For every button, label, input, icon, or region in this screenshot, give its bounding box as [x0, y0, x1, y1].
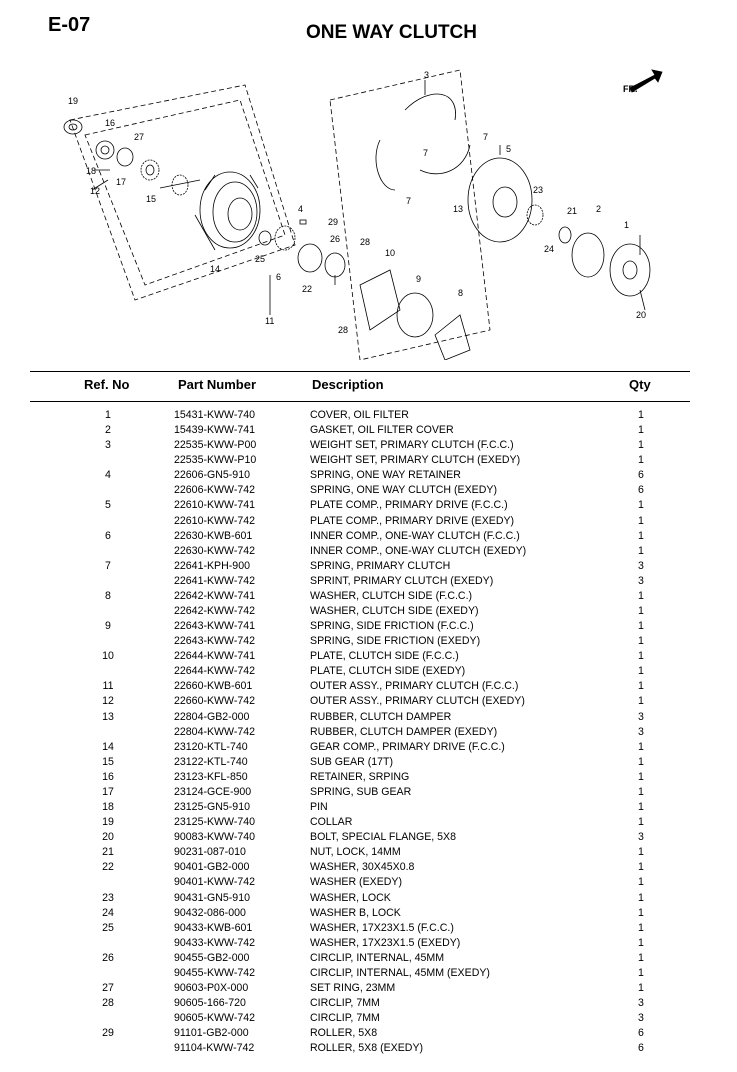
description-cell: SPRING, ONE WAY CLUTCH (EXEDY) — [310, 484, 497, 497]
part-number-cell: 90401-GB2-000 — [174, 861, 250, 874]
ref-cell: 9 — [105, 620, 111, 633]
description-cell: GASKET, OIL FILTER COVER — [310, 424, 454, 437]
description-cell: OUTER ASSY., PRIMARY CLUTCH (F.C.C.) — [310, 680, 519, 693]
part-number-cell: 22644-KWW-741 — [174, 650, 256, 663]
ref-cell: 3 — [105, 439, 111, 452]
qty-cell: 6 — [638, 1042, 644, 1055]
part-number-cell: 22535-KWW-P00 — [174, 439, 257, 452]
description-cell: WEIGHT SET, PRIMARY CLUTCH (F.C.C.) — [310, 439, 514, 452]
description-cell: ROLLER, 5X8 — [310, 1027, 378, 1040]
qty-cell: 1 — [638, 801, 644, 814]
qty-cell: 1 — [638, 755, 644, 768]
table-row — [0, 755, 737, 770]
callout-25: 25 — [255, 254, 266, 264]
table-row — [0, 770, 737, 785]
qty-cell: 1 — [638, 635, 644, 648]
table-row — [0, 710, 737, 725]
callout-18: 18 — [86, 166, 97, 176]
description-cell: WASHER B, LOCK — [310, 906, 401, 919]
qty-cell: 1 — [638, 605, 644, 618]
table-row — [0, 664, 737, 679]
parts-table-body — [0, 408, 737, 1056]
qty-cell: 1 — [638, 589, 644, 602]
page-title: ONE WAY CLUTCH — [305, 22, 478, 43]
table-row — [0, 966, 737, 981]
description-cell: SPRING, SIDE FRICTION (F.C.C.) — [310, 620, 474, 633]
table-row — [0, 800, 737, 815]
qty-cell: 1 — [638, 514, 644, 527]
part-number-cell: 22606-KWW-742 — [174, 484, 256, 497]
qty-cell: 1 — [638, 680, 644, 693]
callout-20: 20 — [636, 310, 647, 320]
part-number-cell: 22804-KWW-742 — [174, 725, 256, 738]
qty-cell: 1 — [638, 529, 644, 542]
table-row — [0, 694, 737, 709]
description-cell: WASHER (EXEDY) — [310, 876, 403, 889]
callout-13: 13 — [453, 204, 464, 214]
part-number-cell: 22804-GB2-000 — [174, 710, 250, 723]
part-number-cell: 22630-KWB-601 — [174, 529, 253, 542]
ref-cell: 8 — [105, 589, 111, 602]
qty-cell: 1 — [638, 891, 644, 904]
header-ref: Ref. No — [84, 377, 130, 392]
callout-28: 28 — [360, 237, 371, 247]
table-row — [0, 453, 737, 468]
ref-cell: 25 — [102, 921, 114, 934]
qty-cell: 1 — [638, 951, 644, 964]
part-number-cell: 90433-KWW-742 — [174, 936, 256, 949]
description-cell: COVER, OIL FILTER — [310, 409, 409, 421]
description-cell: CIRCLIP, 7MM — [310, 997, 380, 1010]
description-cell: PLATE, CLUTCH SIDE (EXEDY) — [310, 665, 466, 678]
description-cell: CIRCLIP, INTERNAL, 45MM (EXEDY) — [310, 966, 490, 979]
qty-cell: 1 — [638, 409, 644, 421]
part-number-cell: 23125-KWW-740 — [174, 816, 256, 829]
callout-28b: 28 — [338, 325, 349, 335]
description-cell: RUBBER, CLUTCH DAMPER (EXEDY) — [310, 725, 498, 738]
part-number-cell: 22660-KWB-601 — [174, 680, 253, 693]
qty-cell: 1 — [638, 620, 644, 633]
qty-cell: 1 — [638, 650, 644, 663]
description-cell: WASHER, 17X23X1.5 (F.C.C.) — [310, 921, 454, 934]
table-row — [0, 860, 737, 875]
qty-cell: 3 — [638, 559, 644, 572]
ref-cell: 1 — [105, 409, 111, 421]
ref-cell: 21 — [102, 846, 114, 859]
description-cell: OUTER ASSY., PRIMARY CLUTCH (EXEDY) — [310, 695, 525, 708]
description-cell: SPRING, SUB GEAR — [310, 785, 412, 798]
qty-cell: 1 — [638, 846, 644, 859]
part-number-cell: 90432-086-000 — [174, 906, 246, 919]
description-cell: WEIGHT SET, PRIMARY CLUTCH (EXEDY) — [310, 454, 521, 467]
part-number-cell: 91101-GB2-000 — [174, 1027, 249, 1040]
qty-cell: 3 — [638, 725, 644, 738]
table-row — [0, 438, 737, 453]
table-row — [0, 725, 737, 740]
callout-1: 1 — [624, 220, 630, 230]
qty-cell: 1 — [638, 966, 644, 979]
table-row — [0, 951, 737, 966]
table-row — [0, 679, 737, 694]
qty-cell: 1 — [638, 439, 644, 452]
description-cell: WASHER, CLUTCH SIDE (EXEDY) — [310, 605, 479, 618]
table-row — [0, 544, 737, 559]
ref-cell: 29 — [102, 1027, 114, 1040]
callout-9: 9 — [416, 274, 422, 284]
qty-cell: 1 — [638, 665, 644, 678]
part-number-cell: 15439-KWW-741 — [174, 424, 256, 437]
description-cell: SPRING, SIDE FRICTION (EXEDY) — [310, 635, 481, 648]
part-number-cell: 22641-KWW-742 — [174, 574, 256, 587]
part-number-cell: 90231-087-010 — [174, 846, 246, 859]
callout-2: 2 — [596, 204, 602, 214]
part-number-cell: 90083-KWW-740 — [174, 831, 256, 844]
qty-cell: 3 — [638, 710, 644, 723]
part-number-cell: 22660-KWW-742 — [174, 695, 256, 708]
description-cell: SPRINT, PRIMARY CLUTCH (EXEDY) — [310, 574, 494, 587]
part-number-cell: 90455-GB2-000 — [174, 951, 250, 964]
table-row — [0, 875, 737, 890]
description-cell: INNER COMP., ONE-WAY CLUTCH (EXEDY) — [310, 544, 527, 557]
table-row — [0, 514, 737, 529]
ref-cell: 7 — [105, 559, 111, 572]
table-row — [0, 996, 737, 1011]
description-cell: SUB GEAR (17T) — [310, 755, 394, 768]
qty-cell: 1 — [638, 876, 644, 889]
description-cell: SPRING, PRIMARY CLUTCH — [310, 559, 451, 572]
description-cell: CIRCLIP, INTERNAL, 45MM — [310, 951, 445, 964]
callout-7c: 7 — [406, 196, 412, 206]
qty-cell: 1 — [638, 861, 644, 874]
part-number-cell: 90433-KWB-601 — [174, 921, 253, 934]
part-number-cell: 90431-GN5-910 — [174, 891, 250, 904]
part-number-cell: 90605-KWW-742 — [174, 1012, 256, 1025]
callout-24: 24 — [544, 244, 555, 254]
table-row — [0, 574, 737, 589]
table-row — [0, 981, 737, 996]
qty-cell: 1 — [638, 816, 644, 829]
part-number-cell: 90401-KWW-742 — [174, 876, 256, 889]
callout-22: 22 — [302, 284, 313, 294]
ref-cell: 20 — [102, 831, 114, 844]
table-row — [0, 408, 737, 423]
description-cell: INNER COMP., ONE-WAY CLUTCH (F.C.C.) — [310, 529, 520, 542]
description-cell: RUBBER, CLUTCH DAMPER — [310, 710, 452, 723]
table-row — [0, 921, 737, 936]
divider-header — [30, 401, 690, 402]
table-row — [0, 785, 737, 800]
callout-27: 27 — [134, 132, 145, 142]
description-cell: WASHER, 17X23X1.5 (EXEDY) — [310, 936, 461, 949]
part-number-cell: 22641-KPH-900 — [174, 559, 250, 572]
callout-8: 8 — [458, 288, 464, 298]
description-cell: WASHER, LOCK — [310, 891, 391, 904]
ref-cell: 5 — [105, 499, 111, 512]
part-number-cell: 22610-KWW-741 — [174, 499, 256, 512]
callout-15: 15 — [146, 194, 157, 204]
qty-cell: 1 — [638, 499, 644, 512]
callout-14: 14 — [210, 264, 221, 274]
ref-cell: 19 — [102, 816, 114, 829]
table-row — [0, 498, 737, 513]
part-number-cell: 22643-KWW-742 — [174, 635, 256, 648]
description-cell: PIN — [310, 801, 328, 814]
callout-26: 26 — [330, 234, 341, 244]
part-number-cell: 22644-KWW-742 — [174, 665, 256, 678]
ref-cell: 14 — [102, 740, 114, 753]
table-row — [0, 830, 737, 845]
table-row — [0, 604, 737, 619]
callout-7b: 7 — [423, 148, 429, 158]
part-number-cell: 90455-KWW-742 — [174, 966, 256, 979]
part-number-cell: 15431-KWW-740 — [174, 409, 256, 421]
qty-cell: 1 — [638, 544, 644, 557]
callout-21: 21 — [567, 206, 578, 216]
qty-cell: 1 — [638, 981, 644, 994]
table-row — [0, 529, 737, 544]
ref-cell: 15 — [102, 755, 114, 768]
qty-cell: 6 — [638, 469, 644, 482]
callout-11: 11 — [265, 316, 275, 326]
part-number-cell: 22642-KWW-741 — [174, 589, 256, 602]
qty-cell: 1 — [638, 695, 644, 708]
description-cell: CIRCLIP, 7MM — [310, 1012, 380, 1025]
qty-cell: 1 — [638, 921, 644, 934]
ref-cell: 24 — [102, 906, 114, 919]
part-number-cell: 90605-166-720 — [174, 997, 246, 1010]
table-row — [0, 845, 737, 860]
table-row — [0, 423, 737, 438]
table-row — [0, 1041, 737, 1056]
ref-cell: 6 — [105, 529, 111, 542]
callout-10: 10 — [385, 248, 396, 258]
qty-cell: 3 — [638, 574, 644, 587]
part-number-cell: 91104-KWW-742 — [174, 1042, 255, 1055]
ref-cell: 18 — [102, 801, 114, 814]
table-row — [0, 740, 737, 755]
table-header — [0, 377, 737, 395]
description-cell: ROLLER, 5X8 (EXEDY) — [310, 1042, 424, 1055]
part-number-cell: 23122-KTL-740 — [174, 755, 248, 768]
qty-cell: 3 — [638, 1012, 644, 1025]
description-cell: WASHER, CLUTCH SIDE (F.C.C.) — [310, 589, 473, 602]
divider-top — [30, 371, 690, 372]
callout-17: 17 — [116, 177, 127, 187]
ref-cell: 23 — [102, 891, 114, 904]
callout-4: 4 — [298, 204, 304, 214]
callout-12: 12 — [90, 186, 101, 196]
callout-29: 29 — [328, 217, 339, 227]
table-row — [0, 936, 737, 951]
table-row — [0, 891, 737, 906]
callout-6: 6 — [276, 272, 282, 282]
section-code: E-07 — [48, 14, 91, 36]
qty-cell: 1 — [638, 785, 644, 798]
callout-19: 19 — [68, 96, 79, 106]
table-row — [0, 468, 737, 483]
part-number-cell: 22630-KWW-742 — [174, 544, 256, 557]
direction-label: FR. — [623, 84, 638, 94]
table-row — [0, 619, 737, 634]
description-cell: PLATE, CLUTCH SIDE (F.C.C.) — [310, 650, 459, 663]
table-row — [0, 634, 737, 649]
qty-cell: 3 — [638, 997, 644, 1010]
exploded-parts-diagram — [40, 60, 700, 360]
description-cell: GEAR COMP., PRIMARY DRIVE (F.C.C.) — [310, 740, 505, 753]
table-row — [0, 559, 737, 574]
table-row — [0, 589, 737, 604]
ref-cell: 28 — [102, 997, 114, 1010]
part-number-cell: 22606-GN5-910 — [174, 469, 250, 482]
description-cell: COLLAR — [310, 816, 353, 829]
part-number-cell: 22643-KWW-741 — [174, 620, 256, 633]
qty-cell: 1 — [638, 424, 644, 437]
description-cell: PLATE COMP., PRIMARY DRIVE (EXEDY) — [310, 514, 515, 527]
part-number-cell: 23123-KFL-850 — [174, 770, 248, 783]
part-number-cell: 22642-KWW-742 — [174, 605, 256, 618]
qty-cell: 1 — [638, 906, 644, 919]
description-cell: RETAINER, SRPING — [310, 770, 410, 783]
table-row — [0, 483, 737, 498]
header-qty: Qty — [629, 377, 651, 392]
table-row — [0, 649, 737, 664]
ref-cell: 4 — [105, 469, 111, 482]
ref-cell: 11 — [102, 680, 114, 693]
callout-5: 5 — [506, 144, 512, 154]
ref-cell: 26 — [102, 951, 114, 964]
qty-cell: 6 — [638, 484, 644, 497]
description-cell: PLATE COMP., PRIMARY DRIVE (F.C.C.) — [310, 499, 508, 512]
description-cell: WASHER, 30X45X0.8 — [310, 861, 415, 874]
ref-cell: 27 — [102, 981, 114, 994]
qty-cell: 1 — [638, 740, 644, 753]
ref-cell: 22 — [102, 861, 114, 874]
header-desc: Description — [312, 377, 384, 392]
part-number-cell: 23124-GCE-900 — [174, 785, 252, 798]
table-row — [0, 815, 737, 830]
header-part: Part Number — [178, 377, 257, 392]
table-row — [0, 1026, 737, 1041]
part-number-cell: 90603-P0X-000 — [174, 981, 249, 994]
part-number-cell: 23125-GN5-910 — [174, 801, 250, 814]
table-row — [0, 1011, 737, 1026]
table-row — [0, 906, 737, 921]
ref-cell: 16 — [102, 770, 114, 783]
ref-cell: 12 — [102, 695, 114, 708]
callout-23: 23 — [533, 185, 544, 195]
ref-cell: 13 — [102, 710, 114, 723]
ref-cell: 2 — [105, 424, 111, 437]
qty-cell: 1 — [638, 454, 644, 467]
description-cell: NUT, LOCK, 14MM — [310, 846, 401, 859]
qty-cell: 3 — [638, 831, 644, 844]
part-number-cell: 22610-KWW-742 — [174, 514, 256, 527]
description-cell: SPRING, ONE WAY RETAINER — [310, 469, 461, 482]
ref-cell: 17 — [102, 785, 114, 798]
part-number-cell: 23120-KTL-740 — [174, 740, 248, 753]
qty-cell: 1 — [638, 936, 644, 949]
ref-cell: 10 — [102, 650, 114, 663]
callout-3: 3 — [424, 70, 430, 80]
qty-cell: 6 — [638, 1027, 644, 1040]
part-number-cell: 22535-KWW-P10 — [174, 454, 257, 467]
qty-cell: 1 — [638, 770, 644, 783]
callout-16: 16 — [105, 118, 116, 128]
description-cell: SET RING, 23MM — [310, 981, 396, 994]
description-cell: BOLT, SPECIAL FLANGE, 5X8 — [310, 831, 457, 844]
callout-7a: 7 — [483, 132, 489, 142]
